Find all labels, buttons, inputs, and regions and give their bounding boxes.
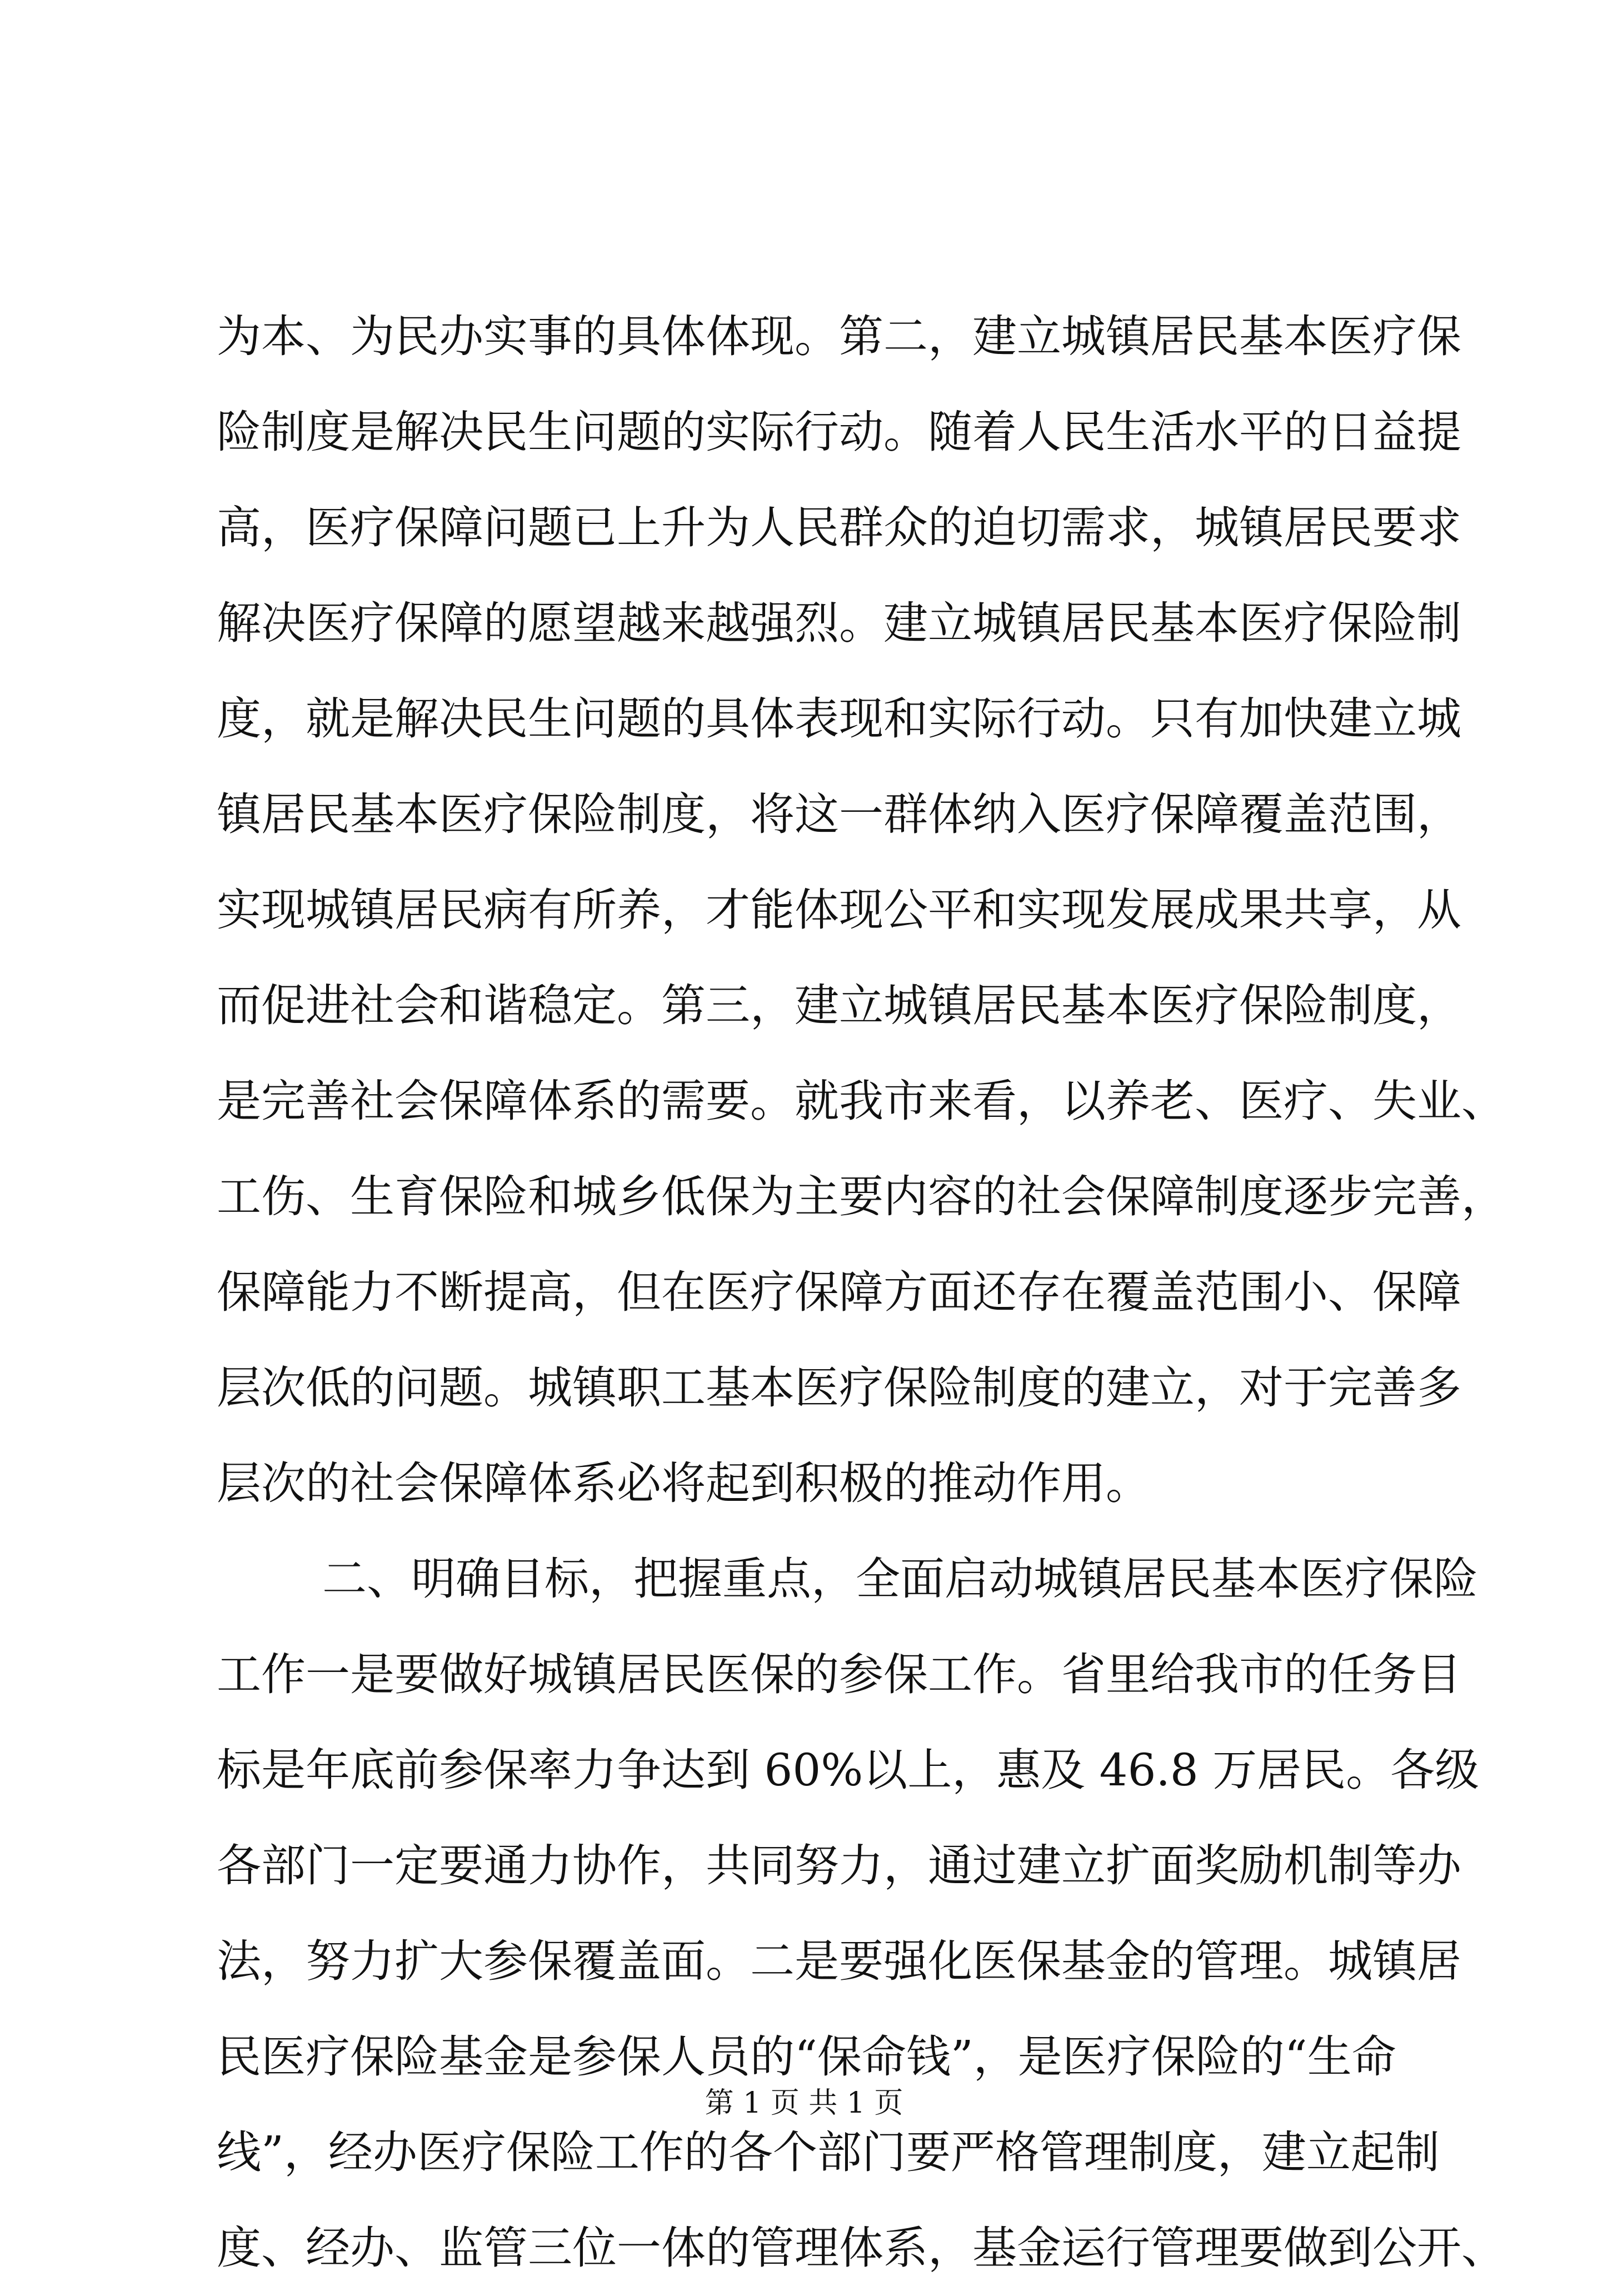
text-line: 保障能力不断提高，但在医疗保障方面还存在覆盖范围小、保障 bbox=[217, 1266, 1461, 1318]
text-line: 险制度是解决民生问题的实际行动。随着人民生活水平的日益提 bbox=[217, 406, 1461, 458]
text-line: 度、经办、监管三位一体的管理体系，基金运行管理要做到公开、 bbox=[217, 2222, 1506, 2274]
text-line: 标是年底前参保率力争达到 60%以上，惠及 46.8 万居民。各级 bbox=[217, 1744, 1480, 1796]
text-line: 工伤、生育保险和城乡低保为主要内容的社会保障制度逐步完善， bbox=[217, 1171, 1506, 1222]
body-text bbox=[217, 289, 1506, 2296]
text-line: 镇居民基本医疗保险制度，将这一群体纳入医疗保障覆盖范围， bbox=[217, 788, 1461, 840]
text-line: 层次的社会保障体系必将起到积极的推动作用。 bbox=[217, 1458, 1150, 1509]
text-line: 民医疗保险基金是参保人员的“保命钱”，是医疗保险的“生命 bbox=[217, 2031, 1396, 2083]
text-line: 而促进社会和谐稳定。第三，建立城镇居民基本医疗保险制度， bbox=[217, 980, 1461, 1031]
text-line: 度，就是解决民生问题的具体表现和实际行动。只有加快建立城 bbox=[217, 693, 1461, 745]
text-line: 是完善社会保障体系的需要。就我市来看，以养老、医疗、失业、 bbox=[217, 1075, 1506, 1127]
text-line: 法，努力扩大参保覆盖面。二是要强化医保基金的管理。城镇居 bbox=[217, 1935, 1461, 1987]
section-heading-line: 二、明确目标，把握重点，全面启动城镇居民基本医疗保险 bbox=[322, 1553, 1478, 1605]
text-line: 线”，经办医疗保险工作的各个部门要严格管理制度，建立起制 bbox=[217, 2127, 1440, 2178]
text-line: 实现城镇居民病有所养，才能体现公平和实现发展成果共享，从 bbox=[217, 884, 1461, 936]
text-line: 为本、为民办实事的具体体现。第二，建立城镇居民基本医疗保 bbox=[217, 311, 1461, 362]
text-line: 各部门一定要通力协作，共同努力，通过建立扩面奖励机制等办 bbox=[217, 1840, 1461, 1891]
text-line: 高，医疗保障问题已上升为人民群众的迫切需求，城镇居民要求 bbox=[217, 502, 1461, 553]
page-footer: 第 1 页 共 1 页 bbox=[705, 2087, 903, 2120]
text-line: 层次低的问题。城镇职工基本医疗保险制度的建立，对于完善多 bbox=[217, 1362, 1461, 1414]
text-line: 解决医疗保障的愿望越来越强烈。建立城镇居民基本医疗保险制 bbox=[217, 597, 1461, 649]
text-line: 工作一是要做好城镇居民医保的参保工作。省里给我市的任务目 bbox=[217, 1649, 1461, 1700]
